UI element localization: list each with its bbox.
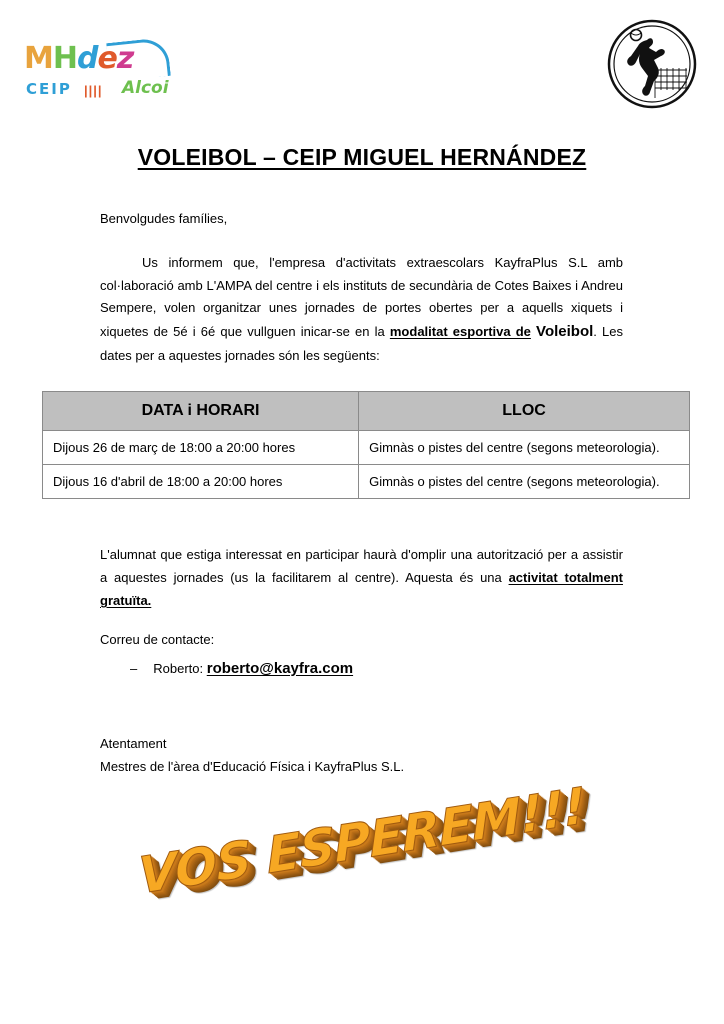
logo-letter-m: M	[24, 41, 53, 76]
logo-letter-d: d	[76, 41, 98, 76]
logo-wordmark	[24, 41, 134, 76]
logo-letter-z: z	[116, 41, 134, 76]
letter-signoff	[100, 732, 404, 779]
school-logo	[22, 24, 172, 110]
letter-paragraph-1	[100, 252, 623, 367]
cell-date-1: Dijous 26 de març de 18:00 a 20:00 hores	[43, 431, 359, 465]
contact-label: Correu de contacte:	[100, 632, 215, 647]
closing-text: Atentament	[100, 736, 167, 751]
cell-place-2: Gimnàs o pistes del centre (segons meteorologia).	[359, 465, 690, 499]
logo-alcoi-text: Alcoi	[122, 78, 169, 98]
schedule-table-body	[43, 431, 690, 499]
page-title-text: VOLEIBOL – CEIP MIGUEL HERNÁNDEZ	[137, 144, 587, 170]
letter-lower-body	[100, 543, 623, 612]
signature-text: Mestres de l'àrea d'Educació Física i KayfraPlus S.L.	[100, 759, 405, 775]
table-row	[43, 431, 690, 465]
paragraph-1-highlight-2: Voleibol	[536, 323, 594, 341]
cell-place-1: Gimnàs o pistes del centre (segons meteorologia).	[359, 431, 690, 465]
bullet-dash-icon: –	[130, 661, 138, 676]
contact-list-item	[130, 660, 353, 677]
contact-person-name: Roberto:	[153, 661, 204, 676]
letter-body	[100, 208, 623, 368]
column-header-place: LLOC	[359, 392, 690, 431]
volleyball-emblem-icon	[606, 18, 698, 110]
page-title	[0, 144, 724, 171]
schedule-table-head	[43, 392, 690, 431]
paragraph-1-text-end: . Les dates per a aquestes jornades són les següents:	[100, 324, 623, 364]
logo-letter-e: e	[97, 41, 117, 76]
wordart-text: VOS ESPEREM!!!	[137, 776, 587, 906]
paragraph-1-highlight: modalitat esportiva de	[389, 324, 531, 340]
logo-dots-icon: ||||	[84, 83, 103, 98]
logo-letter-h: H	[52, 41, 77, 76]
wordart-banner	[0, 776, 724, 906]
paragraph-2-highlight: activitat totalment gratuïta.	[100, 570, 623, 609]
column-header-date: DATA i HORARI	[43, 392, 359, 431]
table-header-row	[43, 392, 690, 431]
contact-email-link[interactable]: roberto@kayfra.com	[206, 660, 354, 677]
cell-date-2: Dijous 16 d'abril de 18:00 a 20:00 hores	[43, 465, 359, 499]
paragraph-1-text: Us informem que, l'empresa d'activitats extraescolars KayfraPlus S.L amb col·laboració amb L'AMPA del centre i els instituts de secundària de Cotes Baixes i Andreu Sempere, volen organitzar unes jornades de portes obertes per a aquells xiquets i xiquetes de 5é i 6é que vullguen inicar-se en la	[100, 255, 623, 340]
schedule-table-container	[42, 391, 690, 499]
letter-paragraph-2	[100, 543, 623, 612]
schedule-table	[42, 391, 690, 499]
logo-ceip-text: CEIP	[26, 80, 72, 98]
letter-greeting: Benvolgudes famílies,	[100, 211, 228, 226]
paragraph-2-text: L'alumnat que estiga interessat en participar haurà d'omplir una autorització per a assistir a aquestes jornades (us la facilitarem al centre). Aquesta és una	[100, 547, 623, 586]
table-row	[43, 465, 690, 499]
